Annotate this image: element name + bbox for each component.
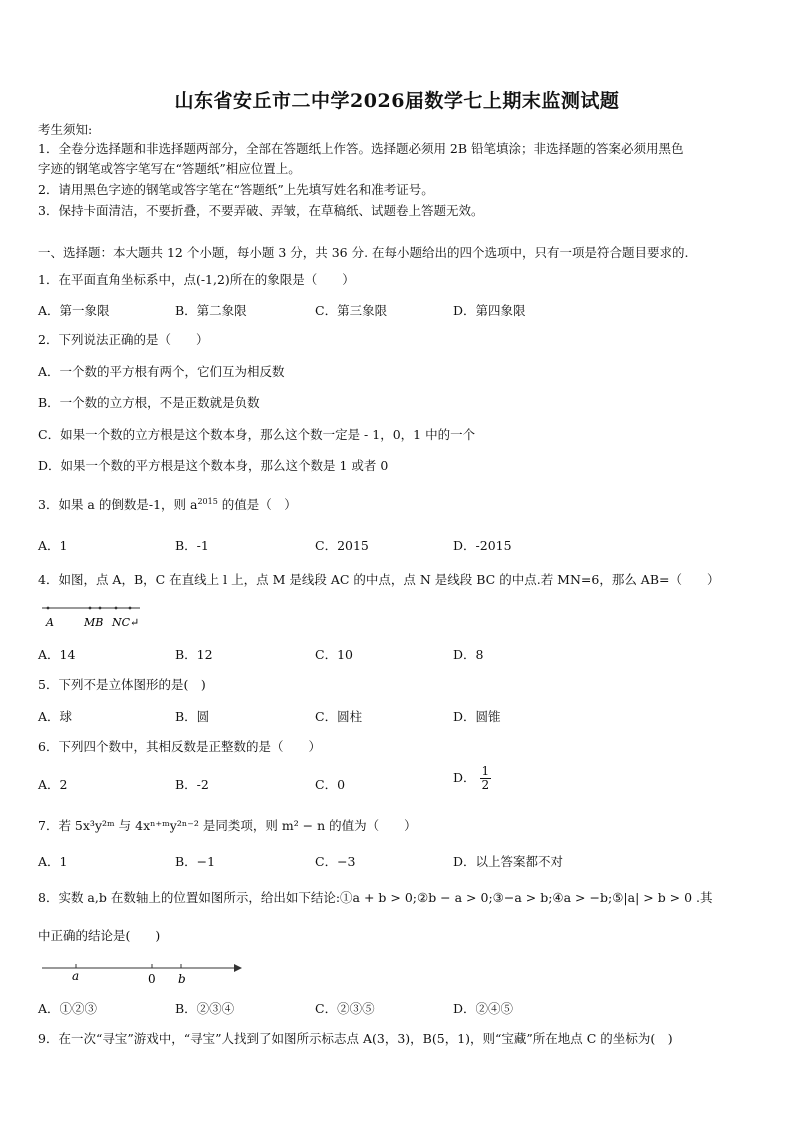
q8-option-d[interactable]: D．②④⑤ [453, 1001, 514, 1016]
q3-option-a[interactable]: A．1 [38, 538, 68, 553]
question-6-options [38, 764, 738, 793]
question-8-options [38, 999, 738, 1017]
question-8-stem-cont: 中正确的结论是( ) [38, 928, 161, 943]
q7-option-c[interactable]: C．−3 [315, 854, 356, 869]
q5-option-d[interactable]: D．圆锥 [453, 709, 501, 724]
q8-option-b[interactable]: B．②③④ [175, 1001, 235, 1016]
section-heading: 一、选择题：本大题共 12 个小题，每小题 3 分，共 36 分. 在每小题给出的四个选项中，只有一项是符合题目要求的. [38, 245, 689, 260]
q1-option-a[interactable]: A．第一象限 [38, 303, 110, 318]
q8-option-a[interactable]: A．①②③ [38, 1001, 98, 1016]
q8-label-zero: 0 [148, 972, 156, 986]
question-7-stem: 7．若 5x³y²ᵐ 与 4xⁿ⁺ᵐy²ⁿ⁻² 是同类项，则 m² − n 的值为（ ） [38, 818, 417, 833]
notice-item-3: 3．保持卡面清洁，不要折叠，不要弄破、弄皱，在草稿纸、试题卷上答题无效。 [38, 203, 484, 218]
q4-label-mb: MB [84, 616, 104, 629]
notice-item-1: 1．全卷分选择题和非选择题两部分，全部在答题纸上作答。选择题必须用 2B 铅笔填涂；非选择题的答案必须用黑色 [38, 141, 684, 156]
question-1-stem: 1．在平面直角坐标系中，点(-1,2)所在的象限是（ ） [38, 272, 355, 287]
q3-option-d[interactable]: D．-2015 [453, 538, 512, 553]
question-3-stem [38, 493, 297, 514]
q6-option-a[interactable]: A．2 [38, 777, 68, 792]
question-7-options [38, 852, 738, 870]
q6-fraction [480, 765, 492, 792]
q5-option-c[interactable]: C．圆柱 [315, 709, 363, 724]
q4-label-a: A [46, 616, 54, 629]
q8-option-c[interactable]: C．②③⑤ [315, 1001, 375, 1016]
q5-option-a[interactable]: A．球 [38, 709, 73, 724]
q1-option-c[interactable]: C．第三象限 [315, 303, 388, 318]
question-9-stem: 9．在一次“寻宝”游戏中，“寻宝”人找到了如图所示标志点 A(3，3)，B(5，1)，则“宝藏”所在地点 C 的坐标为( ) [38, 1031, 673, 1046]
q6-option-b[interactable]: B．-2 [175, 777, 209, 792]
q1-option-b[interactable]: B．第二象限 [175, 303, 247, 318]
q3-stem-a: 3．如果 a 的倒数是-1，则 a [38, 497, 198, 513]
page-title: 山东省安丘市二中学2026届数学七上期末监测试题 [174, 90, 620, 112]
question-5-stem: 5．下列不是立体图形的是( ) [38, 677, 206, 692]
notice-item-2: 2．请用黑色字迹的钢笔或答字笔在“答题纸”上先填写姓名和准考证号。 [38, 182, 434, 197]
q2-option-b[interactable]: B．一个数的立方根，不是正数就是负数 [38, 395, 260, 410]
q6-option-d-label: D． [453, 770, 476, 785]
question-3-options [38, 536, 738, 554]
q2-option-a[interactable]: A．一个数的平方根有两个，它们互为相反数 [38, 364, 285, 379]
q6-fraction-numerator: 1 [481, 764, 490, 778]
q8-number-line [38, 958, 248, 988]
q3-exponent: 2015 [197, 497, 218, 506]
question-4-stem: 4．如图，点 A，B，C 在直线上 l 上，点 M 是线段 AC 的中点，点 N 是线段 BC 的中点.若 MN=6，那么 AB=（ ） [38, 572, 720, 587]
q8-label-a: a [72, 969, 80, 983]
q6-option-c[interactable]: C．0 [315, 777, 346, 792]
q8-label-b: b [178, 972, 186, 986]
q4-option-c[interactable]: C．10 [315, 647, 353, 662]
q6-fraction-denominator: 2 [481, 778, 490, 792]
q3-option-b[interactable]: B．-1 [175, 538, 209, 553]
q4-line-figure [38, 600, 158, 632]
notice-heading: 考生须知: [38, 122, 93, 137]
q7-option-a[interactable]: A．1 [38, 854, 68, 869]
q4-option-b[interactable]: B．12 [175, 647, 213, 662]
q2-option-c[interactable]: C．如果一个数的立方根是这个数本身，那么这个数一定是 - 1，0，1 中的一个 [38, 427, 476, 442]
q6-option-d[interactable] [453, 765, 491, 792]
q4-label-nc: NC↵ [112, 616, 140, 629]
question-1-options [38, 301, 738, 319]
q4-option-a[interactable]: A．14 [38, 647, 76, 662]
q1-option-d[interactable]: D．第四象限 [453, 303, 526, 318]
notice-item-1-cont: 字迹的钢笔或答字笔写在“答题纸”相应位置上。 [38, 161, 301, 176]
question-2-stem: 2．下列说法正确的是（ ） [38, 332, 209, 347]
q7-option-b[interactable]: B．−1 [175, 854, 216, 869]
question-8-stem: 8．实数 a,b 在数轴上的位置如图所示，给出如下结论:①a + b > 0;②b − a > 0;③−a > b;④a > −b;⑤|a| > b > 0 .其 [38, 890, 713, 905]
question-5-options [38, 707, 738, 725]
question-6-stem: 6．下列四个数中，其相反数是正整数的是（ ） [38, 739, 321, 754]
q2-option-d[interactable]: D．如果一个数的平方根是这个数本身，那么这个数是 1 或者 0 [38, 458, 389, 473]
question-4-options [38, 645, 738, 663]
q5-option-b[interactable]: B．圆 [175, 709, 210, 724]
q7-option-d[interactable]: D．以上答案都不对 [453, 854, 564, 869]
q3-stem-b: 的值是（ ） [217, 497, 297, 513]
q3-option-c[interactable]: C．2015 [315, 538, 369, 553]
q4-option-d[interactable]: D．8 [453, 647, 484, 662]
